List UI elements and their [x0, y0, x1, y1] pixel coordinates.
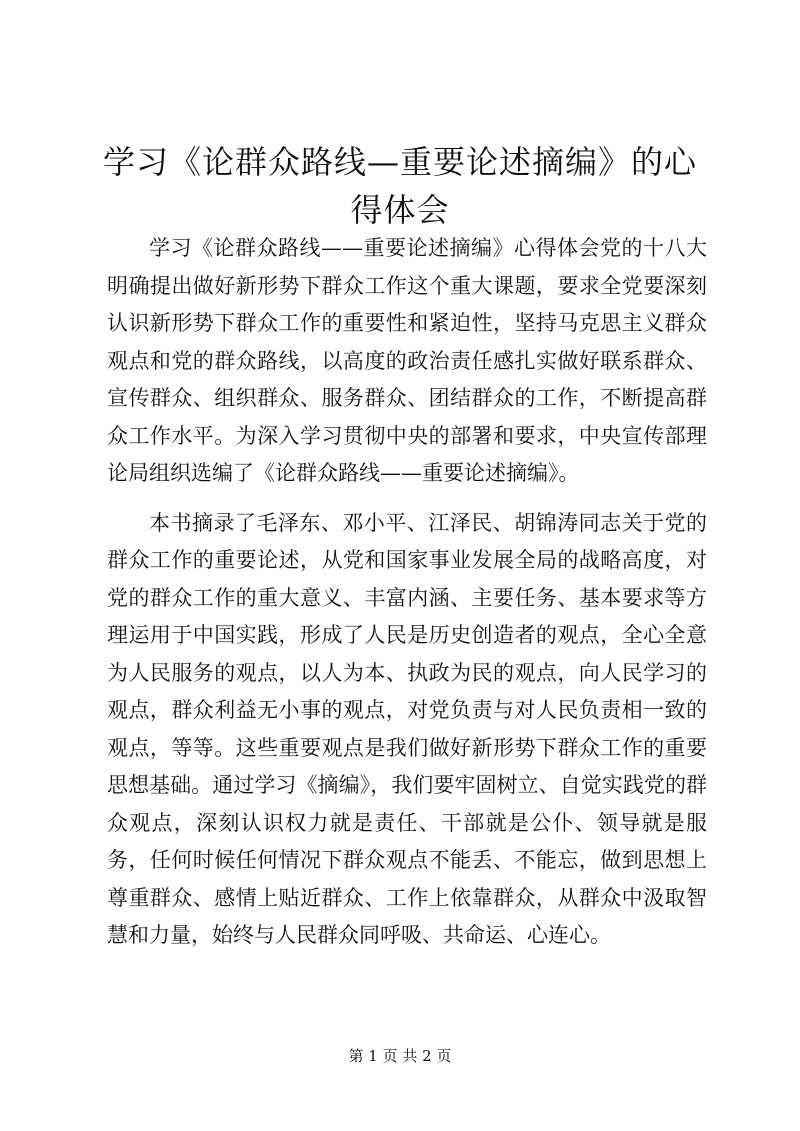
page-footer: 第 1 页 共 2 页	[348, 1047, 452, 1065]
paragraph-1: 学习《论群众路线——重要论述摘编》心得体会党的十八大明确提出做好新形势下群众工作这个重大课题，要求全党要深刻认识新形势下群众工作的重要性和紧迫性，坚持马克思主义群众观点和党的群众路线，以高度的政治责任感扎实做好联系群众、宣传群众、组织群众、服务群众、团结群众的工作，不断提高群众工作水平。为深入学习贯彻中央的部署和要求，中央宣传部理论局组织选编了《论群众路线——重要论述摘编》。	[107, 236, 707, 485]
document-body	[107, 230, 707, 967]
document-title: 学习《论群众路线—重要论述摘编》的心得体会	[102, 143, 697, 229]
paragraph-2: 本书摘录了毛泽东、邓小平、江泽民、胡锦涛同志关于党的群众工作的重要论述，从党和国家事业发展全局的战略高度，对党的群众工作的重大意义、丰富内涵、主要任务、基本要求等方理运用于中国实践，形成了人民是历史创造者的观点，全心全意为人民服务的观点，以人为本、执政为民的观点，向人民学习的观点，群众利益无小事的观点，对党负责与对人民负责相一致的观点，等等。这些重要观点是我们做好新形势下群众工作的重要思想基础。通过学习《摘编》，我们要牢固树立、自觉实践党的群众观点，深刻认识权力就是责任、干部就是公仆、领导就是服务，任何时候任何情况下群众观点不能丢、不能忘，做到思想上尊重群众、感情上贴近群众、工作上依靠群众，从群众中汲取智慧和力量，始终与人民群众同呼吸、共命运、心连心。	[107, 510, 707, 947]
